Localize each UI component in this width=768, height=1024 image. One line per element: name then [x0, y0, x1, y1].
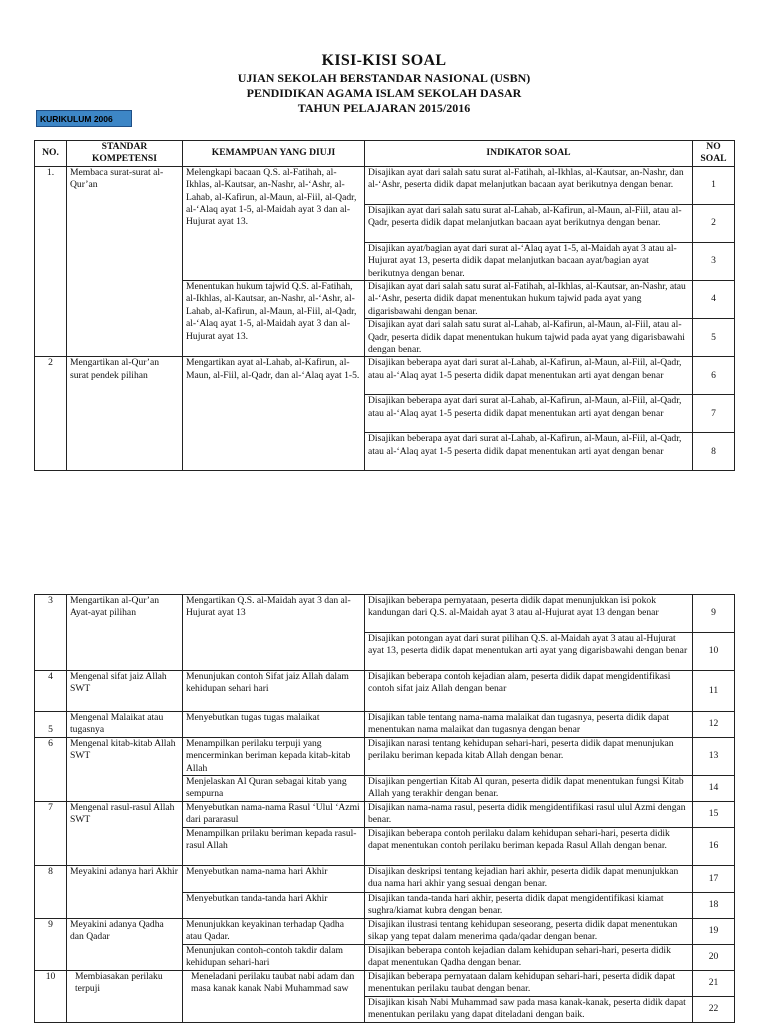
row-number: 2 — [35, 357, 67, 471]
indikator-soal: Disajikan table tentang nama-nama malaikat dan tugasnya, peserta didik dapat menentukan nama malaikat dan tugasnya dengan benar — [365, 712, 693, 738]
no-soal: 1 — [693, 166, 735, 204]
indikator-soal: Disajikan beberapa ayat dari surat al-Lahab, al-Kafirun, al-Maun, al-Fiil, al-Qadr, atau al-‘Alaq ayat 1-5 peserta didik dapat menentukan arti ayat dengan benar — [365, 357, 693, 395]
no-soal: 4 — [693, 281, 735, 319]
table-row — [35, 737, 735, 775]
indikator-soal: Disajikan beberapa pernyataan dalam kehidupan sehari-hari, peserta didik dapat menentukan perilaku taubat dengan benar. — [365, 971, 693, 997]
table-row — [35, 357, 735, 395]
indikator-soal: Disajikan ayat dari salah satu surat al-Fatihah, al-Ikhlas, al-Kautsar, an-Nashr, dan al-‘Ashr, peserta didik dapat melanjutkan bacaan ayat berikutnya dengan benar. — [365, 166, 693, 204]
row-number: 4 — [35, 671, 67, 712]
table-header-row — [35, 141, 735, 167]
kemampuan-diuji: Meneladani perilaku taubat nabi adam dan masa kanak kanak Nabi Muhammad saw — [183, 971, 365, 1023]
kemampuan-diuji: Menunjukkan keyakinan terhadap Qadha atau Qadar. — [183, 919, 365, 945]
standar-kompetensi: Mengartikan al-Qur’an Ayat-ayat pilihan — [67, 595, 183, 671]
subtitle-line-3: TAHUN PELAJARAN 2015/2016 — [297, 101, 471, 115]
indikator-soal: Disajikan ayat/bagian ayat dari surat al-‘Alaq ayat 1-5, al-Maidah ayat 3 atau al-Hujurat ayat 13, peserta didik dapat melanjutkan bacaan ayat/bagian ayat berikutnya dengan benar. — [365, 242, 693, 280]
standar-kompetensi: Membiasakan perilaku terpuji — [67, 971, 183, 1023]
table-row — [35, 166, 735, 204]
indikator-soal: Disajikan ilustrasi tentang kehidupan seseorang, peserta didik dapat menentukan sikap yang tepat dalam menerima qada/qadar dengan benar. — [365, 919, 693, 945]
no-soal: 19 — [693, 919, 735, 945]
kemampuan-diuji: Menampilkan prilaku beriman kepada rasul-rasul Allah — [183, 828, 365, 866]
header-standar-kompetensi: STANDAR KOMPETENSI — [67, 141, 183, 167]
row-number: 8 — [35, 866, 67, 919]
document-title: KISI-KISI SOAL — [321, 52, 447, 69]
table-row — [35, 866, 735, 893]
header-kemampuan: KEMAMPUAN YANG DIUJI — [183, 141, 365, 167]
indikator-soal: Disajikan pengertian Kitab Al quran, peserta didik dapat menentukan fungsi Kitab Allah yang terakhir dengan benar. — [365, 776, 693, 802]
no-soal: 18 — [693, 893, 735, 919]
header-no-soal: NO SOAL — [693, 141, 735, 167]
indikator-soal: Disajikan nama-nama rasul, peserta didik mengidentifikasi rasul ulul Azmi dengan benar. — [365, 802, 693, 828]
no-soal: 11 — [693, 671, 735, 712]
standar-kompetensi: Meyakini adanya hari Akhir — [67, 866, 183, 919]
indikator-soal: Disajikan beberapa contoh kejadian dalam kehidupan sehari-hari, peserta didik dapat menentukan Qadha dengan benar. — [365, 945, 693, 971]
row-number: 1. — [35, 166, 67, 357]
row-number: 6 — [35, 737, 67, 801]
kemampuan-diuji: Menunjukan contoh Sifat jaiz Allah dalam kehidupan sehari hari — [183, 671, 365, 712]
no-soal: 6 — [693, 357, 735, 395]
kemampuan-diuji: Menunjukan contoh-contoh takdir dalam kehidupan sehari-hari — [183, 945, 365, 971]
indikator-soal: Disajikan deskripsi tentang kejadian hari akhir, peserta didik dapat menunjukkan dua nama hari akhir yang sesuai dengan benar. — [365, 866, 693, 893]
no-soal: 22 — [693, 997, 735, 1023]
kemampuan-diuji: Mengartikan ayat al-Lahab, al-Kafirun, al-Maun, al-Fiil, al-Qadr, dan al-‘Alaq ayat 1-5. — [183, 357, 365, 471]
row-number: 7 — [35, 802, 67, 866]
table-row — [35, 971, 735, 997]
subtitle-line-1: UJIAN SEKOLAH BERSTANDAR NASIONAL (USBN) — [237, 71, 531, 85]
row-number: 5 — [35, 712, 67, 738]
table-row — [35, 919, 735, 945]
kemampuan-diuji: Menampilkan perilaku terpuji yang mencerminkan beriman kepada kitab-kitab Allah — [183, 737, 365, 775]
kemampuan-diuji: Menyebutkan tugas tugas malaikat — [183, 712, 365, 738]
row-number: 3 — [35, 595, 67, 671]
no-soal: 10 — [693, 633, 735, 671]
kemampuan-diuji: Menyebutkan nama-nama hari Akhir — [183, 866, 365, 893]
subtitle-line-2: PENDIDIKAN AGAMA ISLAM SEKOLAH DASAR — [246, 86, 522, 100]
table-row — [35, 671, 735, 712]
no-soal: 8 — [693, 433, 735, 471]
header-indikator: INDIKATOR SOAL — [365, 141, 693, 167]
indikator-soal: Disajikan beberapa contoh kejadian alam, peserta didik dapat mengidentifikasi contoh sifat jaiz Allah dengan benar — [365, 671, 693, 712]
standar-kompetensi: Mengenal kitab-kitab Allah SWT — [67, 737, 183, 801]
row-number: 10 — [35, 971, 67, 1023]
no-soal: 21 — [693, 971, 735, 997]
standar-kompetensi: Mengenal Malaikat atau tugasnya — [67, 712, 183, 738]
kemampuan-diuji: Menentukan hukum tajwid Q.S. al-Fatihah, al-Ikhlas, al-Kautsar, an-Nashr, al-‘Ashr, al-Lahab, al-Kafirun, al-Maun, al-Fiil, al-Qadr, al-‘Alaq ayat 1-5, al-Maidah ayat 3 dan al-Hujurat ayat 13. — [183, 281, 365, 357]
curriculum-badge: KURIKULUM 2006 — [36, 110, 132, 127]
standar-kompetensi: Membaca surat-surat al-Qur’an — [67, 166, 183, 357]
no-soal: 3 — [693, 242, 735, 280]
indikator-soal: Disajikan beberapa ayat dari surat al-Lahab, al-Kafirun, al-Maun, al-Fiil, al-Qadr, atau al-‘Alaq ayat 1-5 peserta didik dapat menentukan arti ayat dengan benar — [365, 395, 693, 433]
no-soal: 2 — [693, 204, 735, 242]
kemampuan-diuji: Melengkapi bacaan Q.S. al-Fatihah, al-Ikhlas, al-Kautsar, an-Nashr, al-‘Ashr, al-Lahab, al-Kafirun, al-Maun, al-Fiil, al-Qadr, al-‘Alaq ayat 1-5, al-Maidah ayat 3 dan al-Hujurat ayat 13. — [183, 166, 365, 280]
no-soal: 16 — [693, 828, 735, 866]
standar-kompetensi: Meyakini adanya Qadha dan Qadar — [67, 919, 183, 971]
table-row — [35, 802, 735, 828]
kemampuan-diuji: Menjelaskan Al Quran sebagai kitab yang sempurna — [183, 776, 365, 802]
no-soal: 5 — [693, 319, 735, 357]
standar-kompetensi: Mengenal rasul-rasul Allah SWT — [67, 802, 183, 866]
indikator-soal: Disajikan ayat dari salah satu surat al-Lahab, al-Kafirun, al-Maun, al-Fiil, atau al-Qadr, peserta didik dapat menentukan hukum tajwid pada ayat yang digarisbawahi dengan benar. — [365, 319, 693, 357]
kisi-kisi-table-page-1 — [34, 140, 735, 471]
indikator-soal: Disajikan ayat dari salah satu surat al-Fatihah, al-Ikhlas, al-Kautsar, an-Nashr, atau al-‘Ashr, peserta didik dapat menentukan hukum tajwid pada ayat yang digarisbawahi dengan benar. — [365, 281, 693, 319]
header-no: NO. — [35, 141, 67, 167]
kemampuan-diuji: Menyebutkan nama-nama Rasul ‘Ulul ‘Azmi dari pararasul — [183, 802, 365, 828]
row-number: 9 — [35, 919, 67, 971]
no-soal: 20 — [693, 945, 735, 971]
no-soal: 13 — [693, 737, 735, 775]
table-row — [35, 712, 735, 738]
kemampuan-diuji: Menyebutkan tanda-tanda hari Akhir — [183, 893, 365, 919]
no-soal: 7 — [693, 395, 735, 433]
indikator-soal: Disajikan beberapa pernyataan, peserta didik dapat menunjukkan isi pokok kandungan dari Q.S. al-Maidah ayat 3 atau al-Hujurat ayat 13 dengan benar — [365, 595, 693, 633]
indikator-soal: Disajikan tanda-tanda hari akhir, peserta didik dapat mengidentifikasi kiamat sughra/kiamat kubra dengan benar. — [365, 893, 693, 919]
indikator-soal: Disajikan beberapa ayat dari surat al-Lahab, al-Kafirun, al-Maun, al-Fiil, al-Qadr, atau al-‘Alaq ayat 1-5 peserta didik dapat menentukan arti ayat dengan benar — [365, 433, 693, 471]
indikator-soal: Disajikan kisah Nabi Muhammad saw pada masa kanak-kanak, peserta didik dapat menentukan perilaku yang dapat diteladani dengan baik. — [365, 997, 693, 1023]
table-row — [35, 595, 735, 633]
no-soal: 17 — [693, 866, 735, 893]
indikator-soal: Disajikan narasi tentang kehidupan sehari-hari, peserta didik dapat menunjukan perilaku beriman kepada kitab Allah dengan benar. — [365, 737, 693, 775]
indikator-soal: Disajikan potongan ayat dari surat pilihan Q.S. al-Maidah ayat 3 atau al-Hujurat ayat 13, peserta didik dapat menentukan arti ayat yang digarisbawahi dengan benar — [365, 633, 693, 671]
standar-kompetensi: Mengartikan al-Qur’an surat pendek pilihan — [67, 357, 183, 471]
kemampuan-diuji: Mengartikan Q.S. al-Maidah ayat 3 dan al-Hujurat ayat 13 — [183, 595, 365, 671]
kisi-kisi-table-page-2 — [34, 594, 735, 1023]
indikator-soal: Disajikan beberapa contoh perilaku dalam kehidupan sehari-hari, peserta didik dapat menentukan contoh perilaku beriman kepada Rasul Allah dengan benar. — [365, 828, 693, 866]
indikator-soal: Disajikan ayat dari salah satu surat al-Lahab, al-Kafirun, al-Maun, al-Fiil, atau al-Qadr, peserta didik dapat melanjutkan bacaan ayat berikutnya dengan benar. — [365, 204, 693, 242]
no-soal: 9 — [693, 595, 735, 633]
no-soal: 15 — [693, 802, 735, 828]
no-soal: 12 — [693, 712, 735, 738]
no-soal: 14 — [693, 776, 735, 802]
standar-kompetensi: Mengenal sifat jaiz Allah SWT — [67, 671, 183, 712]
